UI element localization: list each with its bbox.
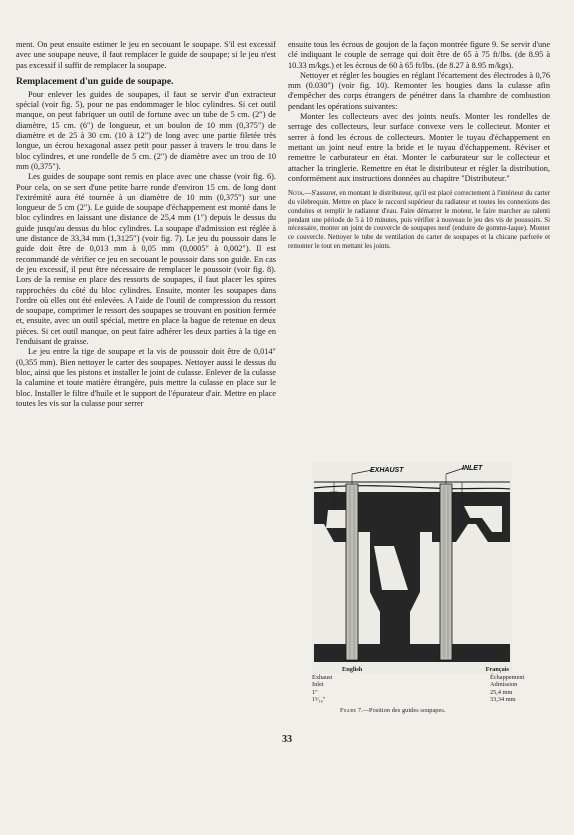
legend-english: 1″ [312, 688, 318, 696]
legend-french: 25,4 mm [490, 688, 513, 696]
section-heading: Remplacement d'un guide de soupape. [16, 75, 174, 87]
legend-english: 1⁵⁄₁₆″ [312, 696, 326, 704]
legend-row [312, 681, 527, 689]
note-text: —S'assurer, en montant le distributeur, qu'il est placé correctement à l'intérieur du carter du vilebrequin. Mettre en place le raccord supérieur du radiateur et toutes les connexions des conduites et remplir le radiateur d'eau. Faire démarrer le moteur, le faire marcher au ralenti pendant une période de 5 à 10 minutes, puis vérifier à nouveau le jeu des vis de poussoirs. Si nécessaire, monter un joint de couvercle de soupapes neuf (enduire de gomme-laque). Monter ce couvercle. Nettoyer le tube de ventilation du carter de soupapes et la chicane parforée et remonter le tout en mettant les joints. [288, 190, 550, 250]
legend-row [312, 696, 527, 704]
paragraph-guide-install: Les guides de soupape sont remis en place avec une chasse (voir fig. 6). Pour cela, on se sert d'une petite barre ronde d'environ 15 cm. de long dont l'extrémité aura été tournée à un diamètre de 10 mm (0,375″) sur une longueur de 5 cm (2″). Le guide de soupape d'échappement est monté dans le bloc cylindres en laissant une distance de 25,4 mm (1″) depuis le dessus du guide jusqu'au dessus du bloc cylindres. La soupape d'admission est réglée à une distance de 33,34 mm (1,3125″) (voir fig. 7). Le jeu du poussoir dans le guide doit être de 0,013 mm à 0,05 mm (0,0005″ à 0,002″). Il est recommandé de vérifier ce jeu en secouant le poussoir dans son guide. En cas de jeu excessif, il peut être nécessaire de remplacer le poussoir (voir fig. 8). Lors de la remise en place des ressorts de soupapes, il faut placer les spires rapprochées du côté du bloc cylindres. Ensuite, monter les soupapes dans l'ordre où elles ont été enlevées. A l'aide de l'outil de compression du ressort de soupape, comprimer le ressort des soupapes se trouvant en position fermée et, ensuite, avec un outil spécial, mettre en place la bague de retenue en deux pièces. Si cet outil manque, on peut faire adhérer les deux parties à la tige en l'enduisant de graisse. [16, 172, 276, 347]
figure-number: Figure 7. [340, 707, 363, 714]
paragraph-valve-check: ment. On peut ensuite estimer le jeu en secouant le soupape. S'il est excessif avec une soupape neuve, il faut remplacer le guide de soupape; si le jeu n'est pas excessif il suffit de remplacer la soupape. [16, 40, 276, 70]
legend-header-french: Français [485, 666, 509, 673]
legend-header-english: English [342, 666, 363, 673]
valve-guide-drawing [312, 462, 512, 674]
exhaust-valve-guide [346, 484, 358, 660]
note-paragraph [288, 190, 550, 252]
paragraph-reassembly: Monter les collecteurs avec des joints neufs. Monter les rondelles de serrage des collecteurs, leur surface convexe vers le collecteur. Monter et serrer à fond les écrous de collecteurs. Monter le tuyau d'échappement en mettant un joint neuf entre la bride et le tuyau d'échappement. Réviser et remettre le carburateur en état. Monter le carburateur sur le collecteur et attacher la tringlerie. Remettre en état le distributeur et régler la distribution, conformément aux instructions données au chapitre "Distributeur." [288, 112, 550, 183]
legend-french: Admission [490, 681, 518, 689]
inlet-label: INLET [462, 465, 483, 472]
legend-french: Échappement [490, 673, 525, 681]
figure-caption [340, 707, 530, 714]
page-number: 33 [282, 734, 292, 745]
figure-valve-guide-diagram [312, 462, 512, 674]
legend-english: Inlet [312, 681, 324, 689]
paragraph-spark-plugs: Nettoyer et régler les bougies en réglant l'écartement des électrodes à 0,76 mm (0.030″) (voir fig. 10). Remonter les bougies dans la culasse afin d'empêcher des corps étrangers de pénétrer dans la chambre de combustion pendant les opérations suivantes: [288, 70, 550, 111]
right-column [288, 40, 550, 252]
note-label: Nota. [288, 190, 305, 198]
legend-english: Exhaust [312, 673, 333, 681]
inlet-valve-guide [440, 484, 452, 660]
figure-caption-text: —Position des guides soupapes. [362, 707, 446, 714]
paragraph-torque: ensuite tous les écrous de goujon de la façon montrée figure 9. Se servir d'une clé indiquant le couple de serrage qui doit être de 65 à 75 ft/lbs. (de 8.95 à 10.33 m/kgs.) et les écrous de 60 à 65 ft/lbs. (de 8.27 à 8.95 m/kgs). [288, 40, 550, 70]
paragraph-clearance: Le jeu entre la tige de soupape et la vis de poussoir doit être de 0,014″ (0,355 mm). Bien nettoyer le carter des soupapes. Nettoyer aussi le dessus du bloc, ainsi que les pistons et installer le joint de culasse. Enlever de la culasse la calamine et toute matière étrangère, puis mettre la culasse en place sur le bloc. Installer le filtre d'huile et le support de l'épurateur d'air. Mettre en place toutes les vis sur la culasse pour serrer [16, 347, 276, 408]
legend-row [312, 674, 527, 682]
exhaust-label: EXHAUST [370, 467, 404, 474]
legend-french: 33,34 mm [490, 696, 516, 704]
paragraph-guide-removal: Pour enlever les guides de soupapes, il faut se servir d'un extracteur spécial (voir fig. 5), pour ne pas endommager le bloc cylindres. Si cet outil manque, on peut fabriquer un outil de fortune avec un tube de 5 cm. (2″) de diamètre, 15 cm. (6″) de longueur, et un boulon de 10 mm (0,375″) de diamètre et de 25 à 30 cm. (10 à 12″) de long avec une partie filetée très longue, un écrou hexagonal assez petit pour passer à travers le trou dans le bloc cylindres, et une rondelle de 5 cm. (2″) de diamètre avec un trou de 10 mm (0,375″). [16, 89, 276, 171]
legend-row [312, 689, 527, 697]
legend-header [312, 666, 527, 674]
figure-legend [312, 666, 527, 704]
left-column [16, 40, 276, 409]
